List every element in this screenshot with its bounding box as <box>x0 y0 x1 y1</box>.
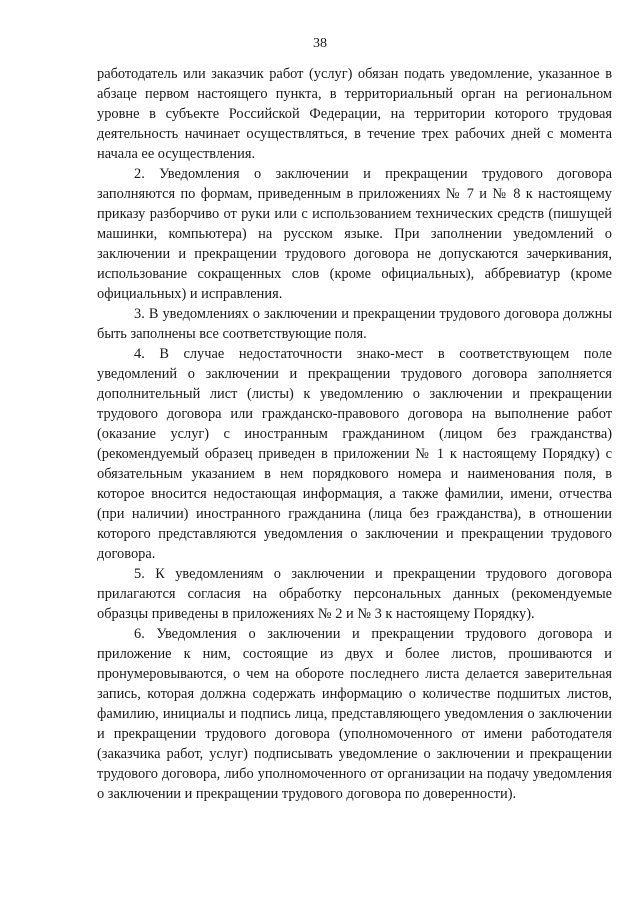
paragraph-3: 3. В уведомлениях о заключении и прекращении трудового договора должны быть заполнены все соответствующие поля. <box>97 306 612 342</box>
paragraph-continuation: работодатель или заказчик работ (услуг) обязан подать уведомление, указанное в абзаце первом настоящего пункта, в территориальный орган на региональном уровне в субъекте Российской Федерации, на территории которого трудовая деятельность начинает осуществляться, в течение трех рабочих дней с момента начала ее осуществления. <box>97 66 612 162</box>
paragraph-4: 4. В случае недостаточности знако-мест в соответствующем поле уведомлений о заключении и прекращении трудового договора заполняется дополнительный лист (листы) к уведомлению о заключении и прекращении трудового договора или гражданско-правового договора на выполнение работ (оказание услуг) с иностранным гражданином (лицом без гражданства) (рекомендуемый образец приведен в приложении № 1 к настоящему Порядку) с обязательным указанием в нем порядкового номера и наименования поля, в которое вносится недостающая информация, а также фамилии, имени, отчества (при наличии) иностранного гражданина (лица без гражданства), в отношении которого представляются уведомления о заключении и прекращении трудового договора. <box>97 346 612 562</box>
paragraph-5: 5. К уведомлениям о заключении и прекращении трудового договора прилагаются согласия на обработку персональных данных (рекомендуемые образцы приведены в приложениях № 2 и № 3 к настоящему Порядку). <box>97 566 612 622</box>
page-number: 38 <box>313 36 327 51</box>
paragraph-6: 6. Уведомления о заключении и прекращении трудового договора и приложение к ним, состоящие из двух и более листов, прошиваются и пронумеровываются, о чем на обороте последнего листа делается заверительная запись, которая должна содержать информацию о количестве подшитых листов, фамилию, инициалы и подпись лица, представляющего уведомления о заключении и прекращении трудового договора (уполномоченного от имени работодателя (заказчика работ, услуг) подписывать уведомление о заключении и прекращении трудового договора, либо уполномоченного от организации на подачу уведомления о заключении и прекращении трудового договора по доверенности). <box>97 626 612 802</box>
document-body <box>97 64 612 804</box>
paragraph-2: 2. Уведомления о заключении и прекращении трудового договора заполняются по формам, приведенным в приложениях № 7 и № 8 к настоящему приказу разборчиво от руки или с использованием технических средств (пишущей машинки, компьютера) на русском языке. При заполнении уведомлений о заключении и прекращении трудового договора не допускаются зачеркивания, использование сокращенных слов (кроме официальных), аббревиатур (кроме официальных) и исправления. <box>97 166 612 302</box>
